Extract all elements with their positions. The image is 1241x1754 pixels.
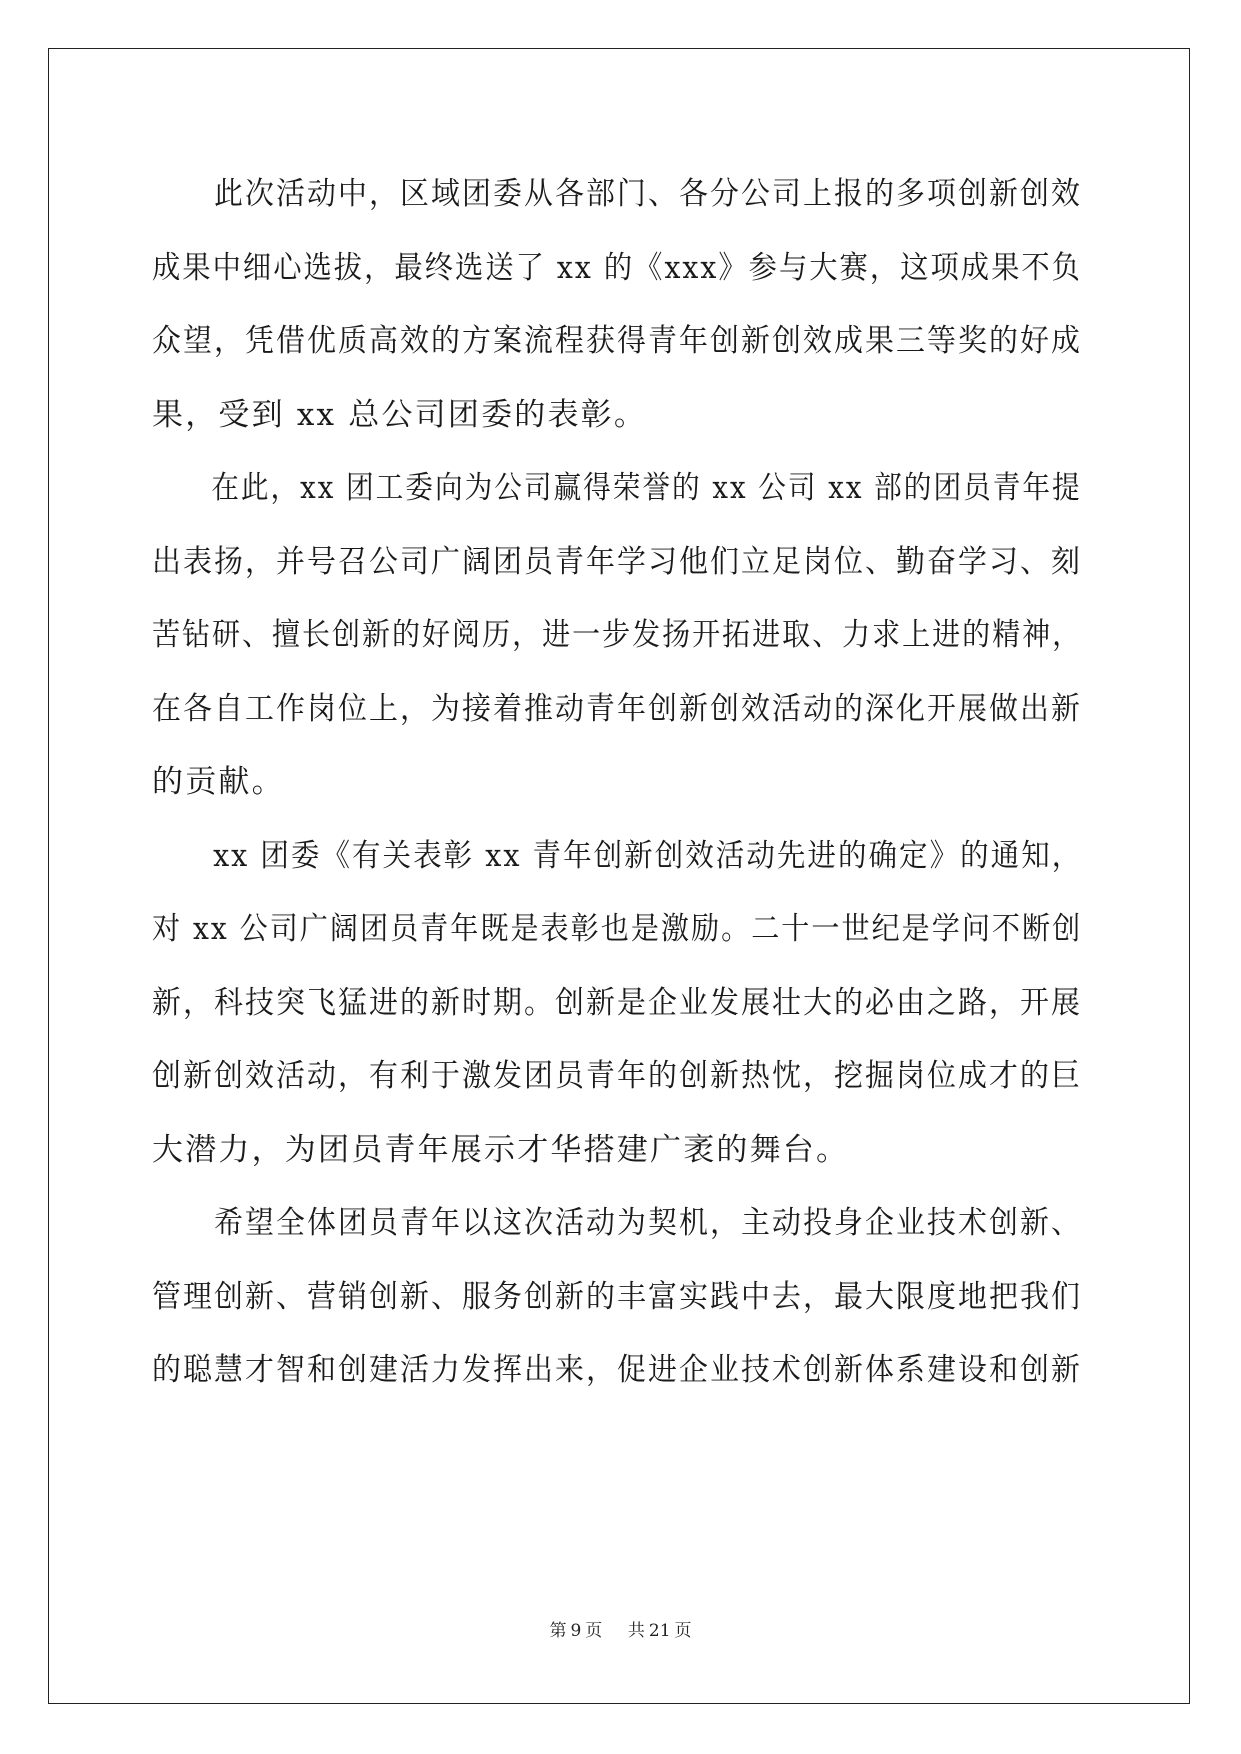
text-line: 果，受到 xx 总公司团委的表彰。 [152, 396, 648, 433]
text-line: 在各自工作岗位上，为接着推动青年创新创效活动的深化开展做出新 [152, 690, 1082, 727]
text-line: 大潜力，为团员青年展示才华搭建广袤的舞台。 [152, 1131, 850, 1168]
text-line: 此次活动中，区域团委从各部门、各分公司上报的多项创新创效 [152, 176, 1082, 212]
total-label-suffix: 页 [674, 1621, 692, 1641]
page-label-suffix: 页 [585, 1621, 603, 1641]
text-line: 管理创新、营销创新、服务创新的丰富实践中去，最大限度地把我们 [152, 1278, 1082, 1315]
text-line: 新，科技突飞猛进的新时期。创新是企业发展壮大的必由之路，开展 [152, 984, 1082, 1021]
page-number: 9 [570, 1621, 582, 1641]
text-line: xx 团委《有关表彰 xx 青年创新创效活动先进的确定》的通知， [152, 837, 1083, 874]
total-label-prefix: 共 [627, 1621, 645, 1641]
text-line: 希望全体团员青年以这次活动为契机，主动投身企业技术创新、 [152, 1205, 1082, 1241]
text-line: 对 xx 公司广阔团员青年既是表彰也是激励。二十一世纪是学问不断创 [152, 911, 1083, 947]
paragraph-4 [152, 1187, 1082, 1408]
paragraph-1 [152, 158, 1082, 452]
text-line: 成果中细心选拔，最终选送了 xx 的《xxx》参与大赛，这项成果不负 [152, 249, 1082, 286]
text-line: 创新创效活动，有利于激发团员青年的创新热忱，挖掘岗位成才的巨 [152, 1058, 1082, 1094]
text-line: 在此，xx 团工委向为公司赢得荣誉的 xx 公司 xx 部的团员青年提 [152, 470, 1082, 506]
paragraph-3 [152, 820, 1082, 1188]
document-body [152, 158, 1082, 1408]
text-line: 的聪慧才智和创建活力发挥出来，促进企业技术创新体系建设和创新 [152, 1352, 1082, 1388]
text-line: 众望，凭借优质高效的方案流程获得青年创新创效成果三等奖的好成 [152, 323, 1082, 359]
text-line: 苦钻研、擅长创新的好阅历，进一步发扬开拓进取、力求上进的精神， [152, 617, 1083, 653]
page-label-prefix: 第 [549, 1621, 567, 1641]
text-line: 出表扬，并号召公司广阔团员青年学习他们立足岗位、勤奋学习、刻 [152, 543, 1082, 580]
total-pages: 21 [648, 1621, 671, 1641]
text-line: 的贡献。 [152, 764, 285, 800]
paragraph-2 [152, 452, 1082, 820]
page-footer [0, 1616, 1241, 1641]
